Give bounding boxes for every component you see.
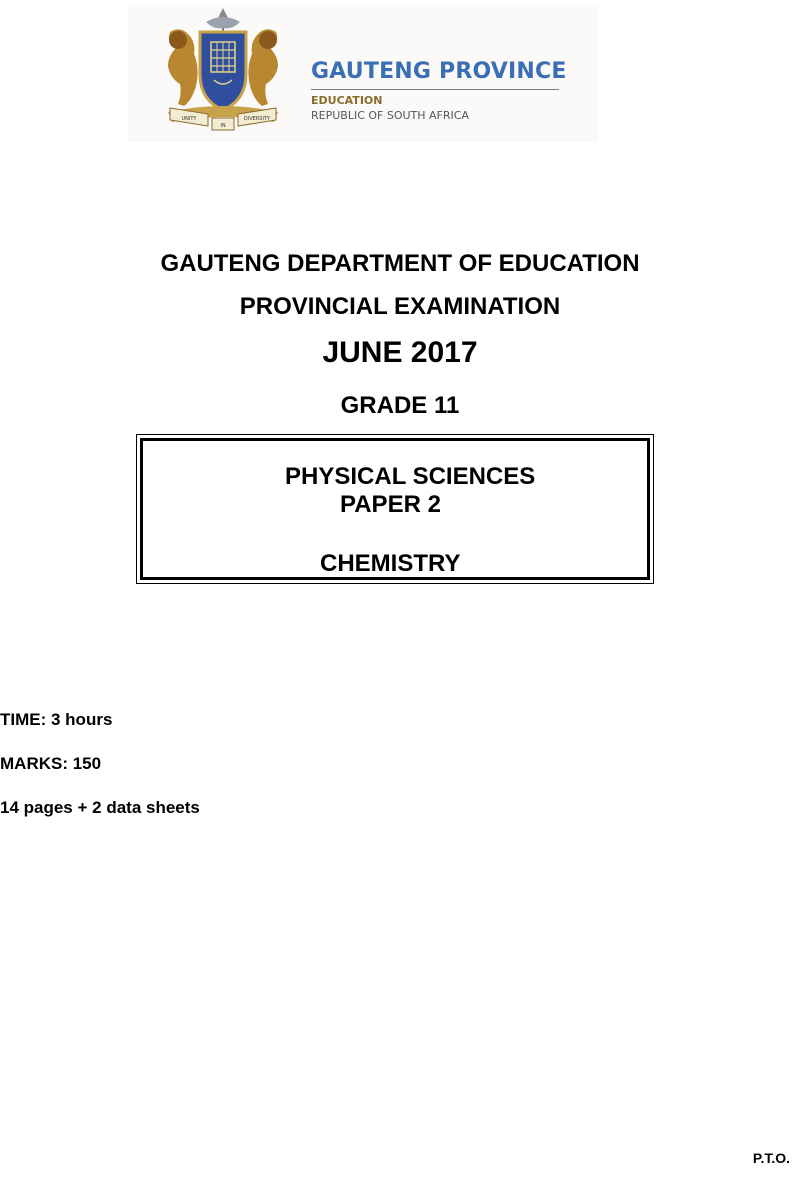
department-title: GAUTENG DEPARTMENT OF EDUCATION (160, 250, 640, 277)
grade-title: GRADE 11 (340, 392, 460, 419)
gauteng-logo (128, 4, 598, 142)
motto-left: UNITY (181, 116, 197, 122)
exam-time: TIME: 3 hours (0, 710, 113, 729)
motto-middle: IN (220, 123, 226, 129)
paper-number: PAPER 2 (340, 491, 441, 518)
motto-right: DIVERSITY (243, 116, 271, 122)
subject-section: CHEMISTRY (320, 550, 461, 577)
coat-of-arms-icon (148, 8, 298, 136)
province-name: GAUTENG PROVINCE (311, 59, 567, 84)
exam-marks: MARKS: 150 (0, 754, 102, 773)
logo-divider (311, 89, 559, 90)
please-turn-over: P.T.O. (752, 1150, 790, 1166)
subject-box (136, 434, 654, 584)
logo-country: REPUBLIC OF SOUTH AFRICA (311, 109, 469, 122)
subject-name: PHYSICAL SCIENCES (285, 463, 536, 490)
exam-date: JUNE 2017 (322, 336, 478, 369)
page-count: 14 pages + 2 data sheets (0, 798, 200, 817)
exam-title: PROVINCIAL EXAMINATION (239, 293, 561, 320)
logo-department: EDUCATION (311, 94, 383, 107)
